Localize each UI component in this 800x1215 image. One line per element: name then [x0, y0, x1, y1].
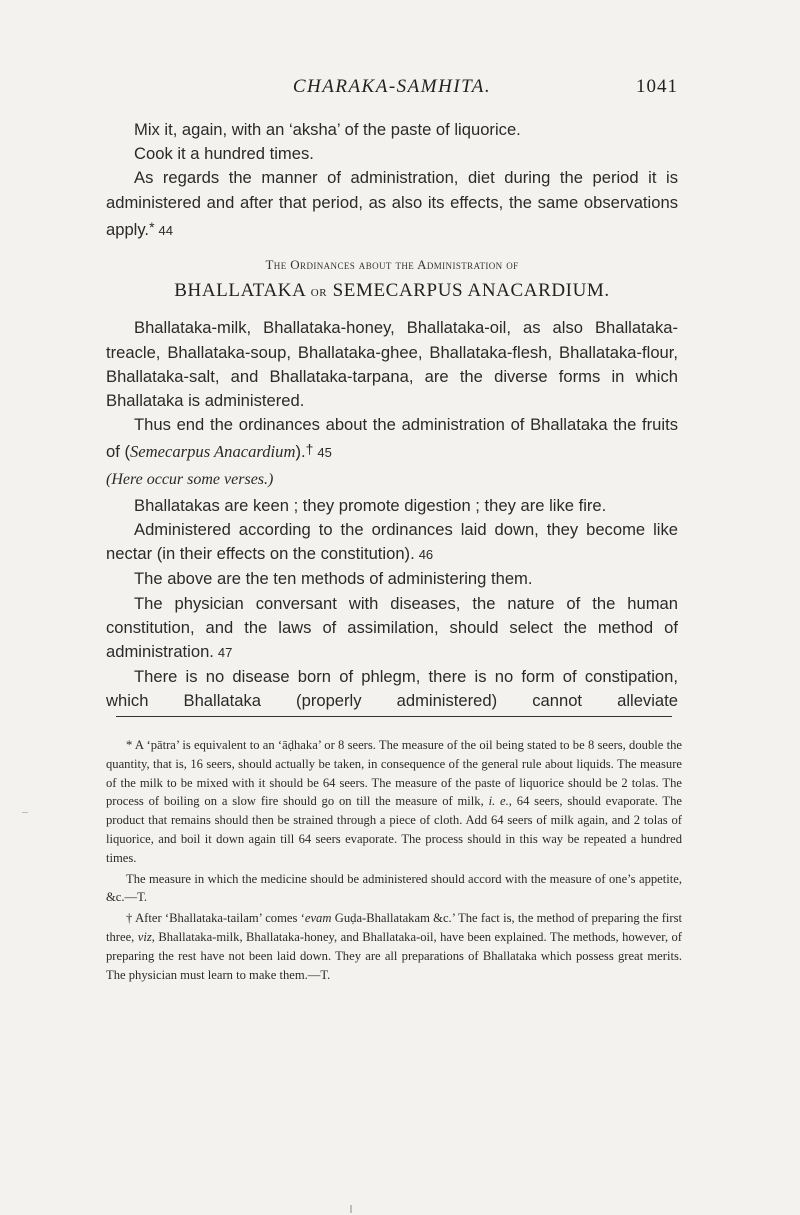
section-title — [106, 279, 678, 304]
footnote — [106, 870, 682, 908]
paragraph — [106, 316, 678, 413]
paragraph-text: ). — [295, 442, 306, 462]
paragraph — [106, 142, 678, 166]
footnote — [106, 909, 682, 984]
paragraph — [106, 118, 678, 142]
footnotes — [106, 736, 682, 984]
footnote — [106, 736, 682, 868]
paragraph-text: Cook it a hundred times. — [134, 144, 314, 164]
page-number: 1041 — [636, 76, 678, 97]
verses-note: (Here occur some verses.) — [106, 470, 274, 488]
footnote-text: The measure in which the medicine should be administered should accord with the measure of one’s appetite, &c.—T. — [106, 871, 682, 905]
paragraph — [106, 413, 678, 465]
verse-number: 44 — [158, 222, 173, 238]
paragraph-text: There is no disease born of phlegm, there is no form of constipation, which Bhallataka (properly administered) cannot alleviate — [106, 667, 678, 711]
paragraph — [106, 518, 678, 567]
verse-number: 45 — [317, 445, 332, 461]
footnote-text: , Bhallataka-milk, Bhallataka-honey, and Bhallataka-oil, have been explained. The methods, however, of preparing the rest have not been laid down. They are all preparations of Bhallataka which possess great merits. The physician must learn to make them.—T. — [106, 929, 683, 982]
paragraph-text: Thus end the ordinances about the administration of Bhallataka the fruits of ( — [106, 415, 678, 462]
paragraph — [106, 494, 678, 518]
footnote-marker: * — [126, 738, 133, 752]
italic-text: viz — [137, 929, 152, 944]
footnote-marker: * — [149, 218, 155, 235]
section-title-part: SEMECARPUS ANACARDIUM. — [332, 280, 610, 302]
footnote-marker: † — [126, 911, 133, 926]
paragraph-text: Bhallatakas are keen ; they promote digestion ; they are like fire. — [134, 495, 607, 515]
paragraph-text: Bhallataka-milk, Bhallataka-honey, Bhallataka-oil, as also Bhallataka-treacle, Bhallataka-soup, Bhallataka-ghee, Bhallataka-flesh, Bhallataka-flour, Bhallataka-salt, and Bhallataka-tarpana, are the diverse forms in which Bhallataka is administered. — [106, 318, 678, 411]
footnote-text: A ‘pātra’ is equivalent to an ‘āḍhaka’ or 8 seers. The measure of the oil being stated to be 8 seers, double the quantity, that is, 16 seers, should actually be taken, in consequence of the general rule about liquids. The measure of the milk to be mixed with it should be 64 seers. The measure of the paste of liquorice should be 2 tolas. The process of boiling on a slow fire should go on till the measure of milk, — [106, 738, 682, 809]
verse-number: 46 — [418, 547, 434, 563]
paper-speck — [22, 812, 28, 813]
footnote-text: Guḍa-Bhallatakam &c.’ The fact is, the method of preparing the first three, — [106, 911, 682, 944]
paragraph — [106, 567, 678, 591]
footnote-text: After ‘Bhallataka-tailam’ comes ‘ — [135, 911, 305, 926]
section-title-part: BHALLATAKA — [174, 280, 306, 302]
main-text — [106, 118, 678, 714]
paragraph-text: Administered according to the ordinances laid down, they become like nectar (in their effects on the constitution). — [106, 520, 678, 564]
footnote-divider — [116, 716, 672, 717]
paragraph-text: The physician conversant with diseases, the nature of the human constitution, and the laws of assimilation, should select the method of administration. — [106, 593, 678, 662]
italic-text: i. e. — [488, 794, 509, 809]
running-head — [106, 76, 678, 100]
italic-text: evam — [304, 911, 332, 926]
running-title: CHARAKA-SAMHITA. — [292, 76, 492, 97]
verse-number: 47 — [217, 645, 233, 661]
paragraph-text: As regards the manner of administration, diet during the period it is administered and after that period, as also its effects, the same observations apply. — [106, 168, 678, 239]
footnote-marker: † — [305, 441, 314, 458]
paragraph — [106, 665, 678, 713]
paragraph — [106, 166, 678, 243]
paper-speck — [350, 1205, 352, 1213]
paragraph-text: Mix it, again, with an ‘aksha’ of the paste of liquorice. — [134, 120, 521, 139]
paragraph-text: The above are the ten methods of administering them. — [134, 569, 533, 589]
paragraph — [106, 592, 678, 666]
section-title-or: or — [310, 284, 328, 301]
section-heading: The Ordinances about the Administration of — [265, 257, 519, 273]
italic-text: Semecarpus Anacardium — [129, 442, 296, 462]
footnote-text: , 64 seers, should evaporate. The product that remains should then be strained through a piece of cloth. Add 64 seers of milk again, and 2 tolas of liquorice, and boil it down again till 64 seers evaporate. The process should in this way be repeated a hundred times. — [106, 794, 683, 865]
